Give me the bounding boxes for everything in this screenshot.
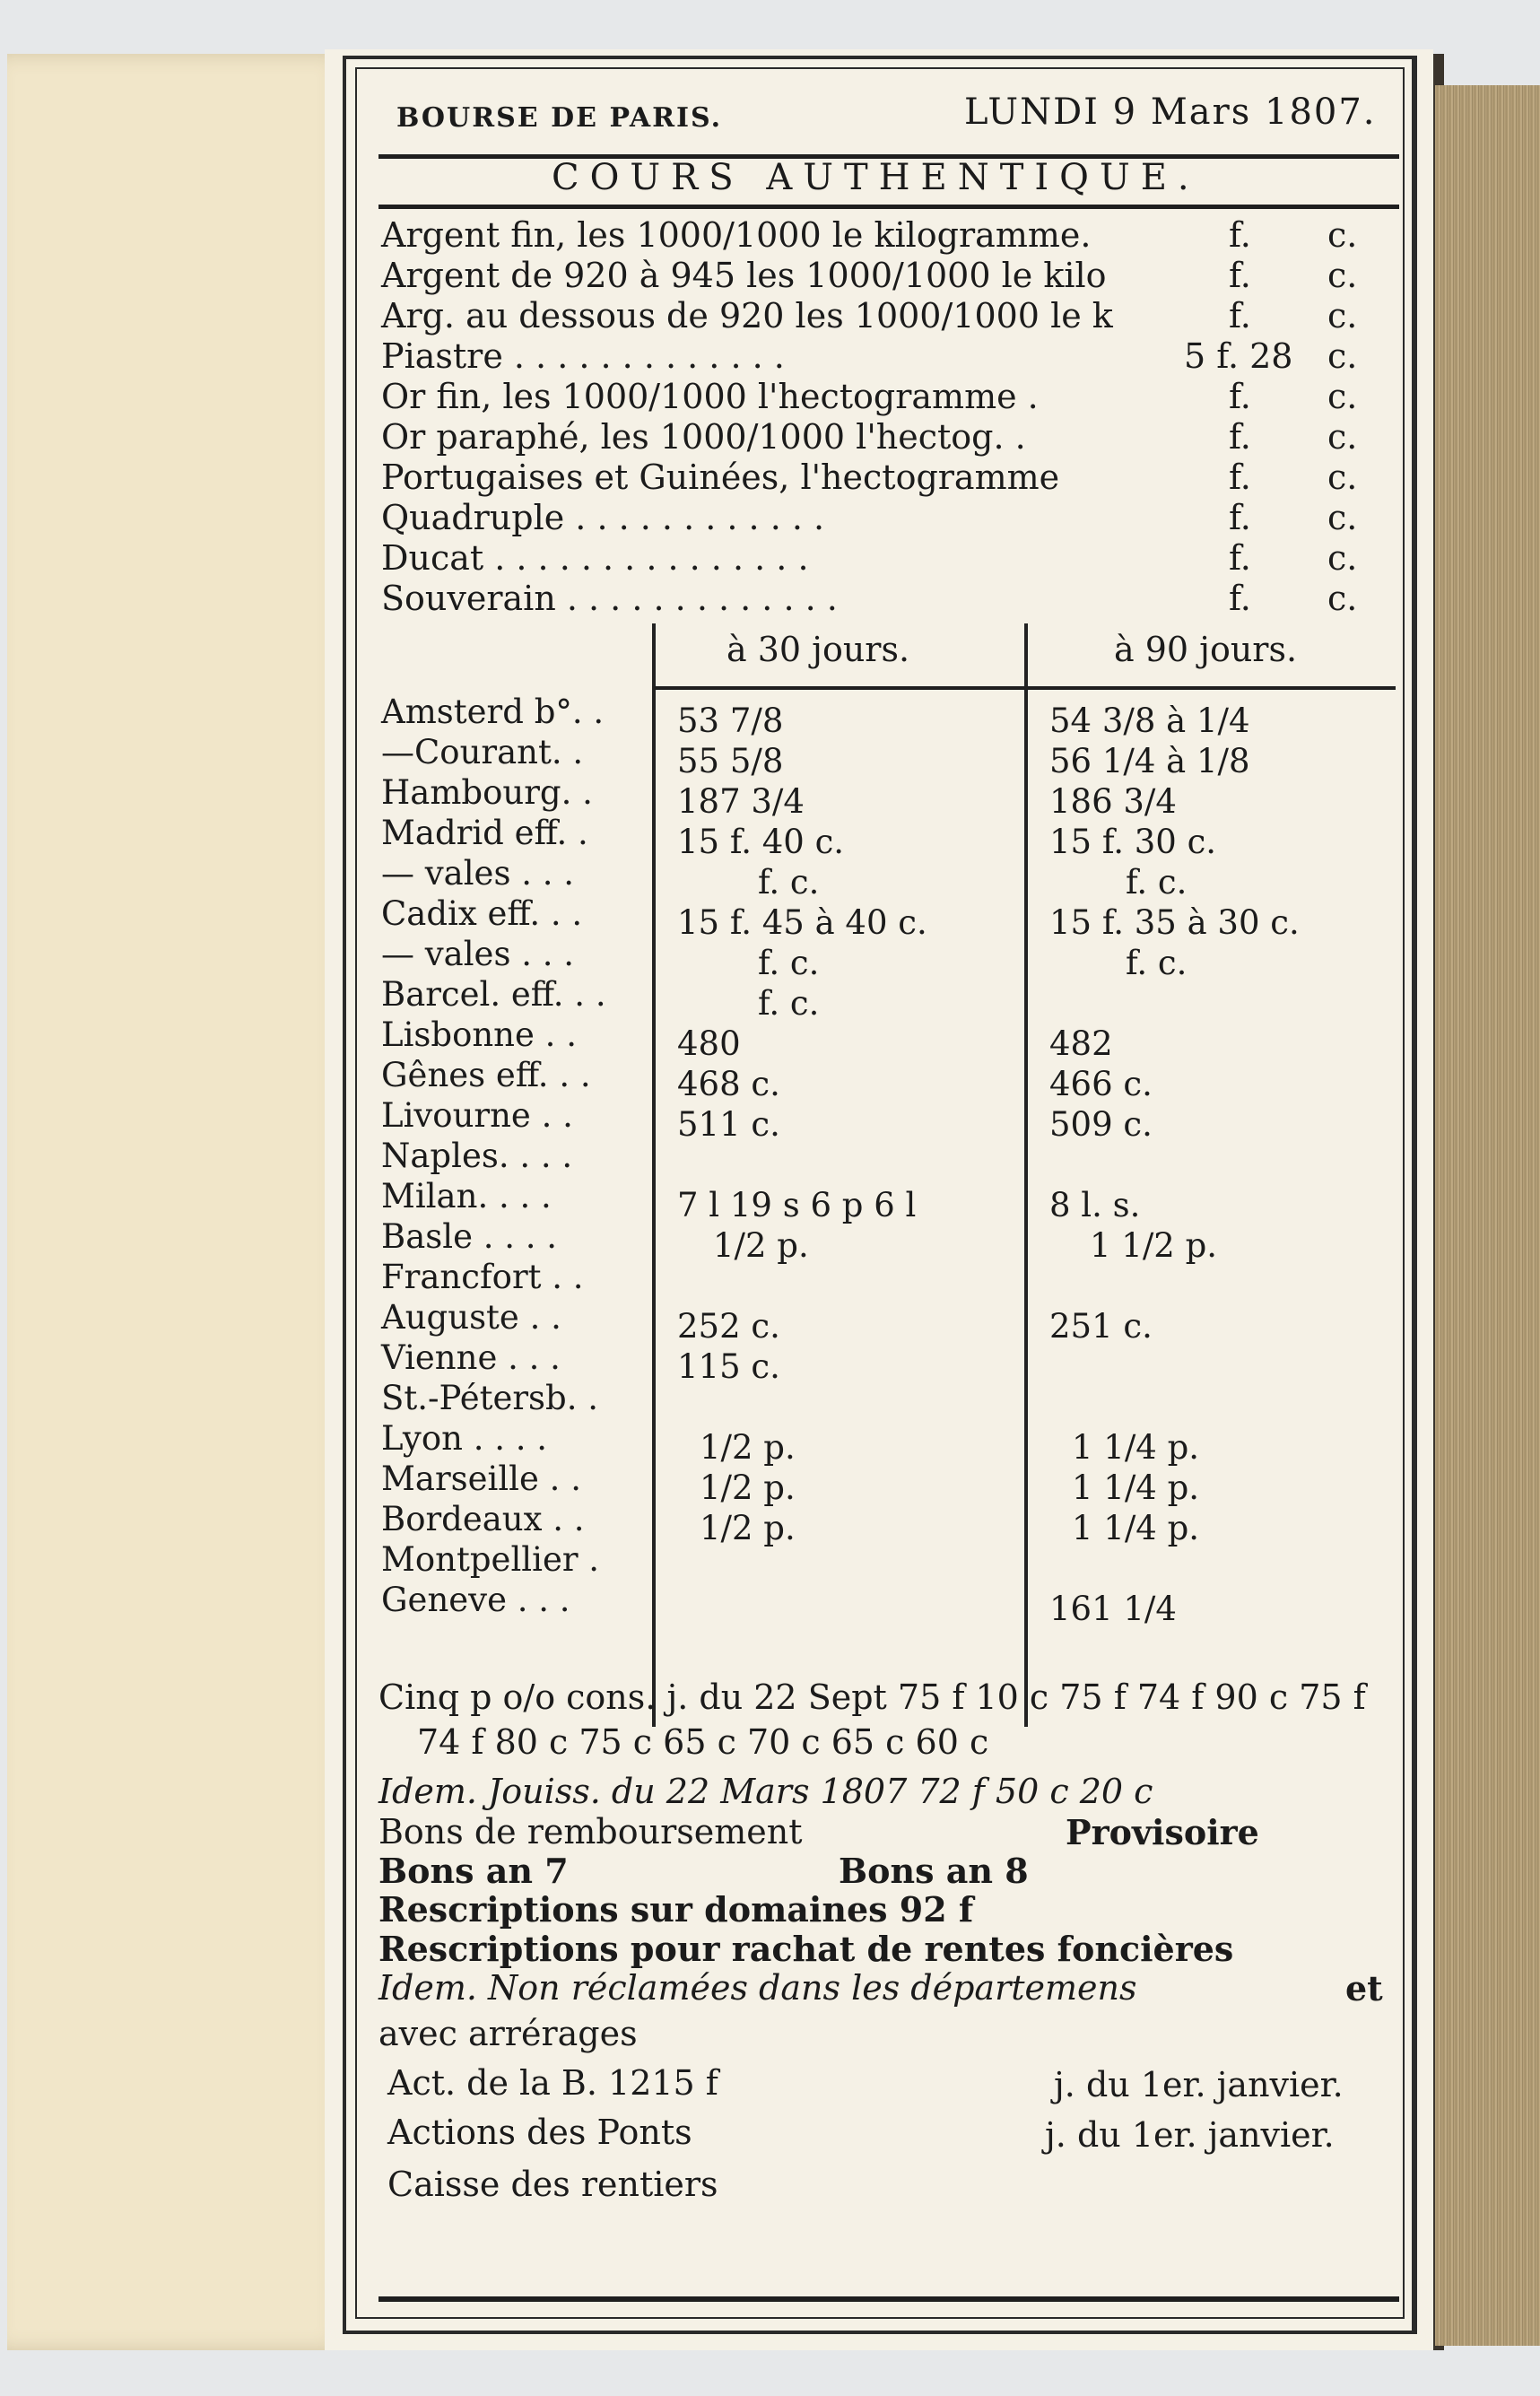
metal-label: Or fin, les 1000/1000 l'hectogramme . bbox=[381, 377, 1039, 416]
rate-90-days: 161 1/4 bbox=[1049, 1590, 1177, 1628]
rate-90-days: 509 c. bbox=[1049, 1105, 1153, 1144]
rate-90-days: 1 1/4 p. bbox=[1072, 1428, 1200, 1467]
funds-line: avec arrérages bbox=[378, 2014, 638, 2053]
metal-label: Argent fin, les 1000/1000 le kilogramme. bbox=[381, 215, 1092, 255]
funds-line: Provisoire bbox=[1066, 1812, 1259, 1852]
exchange-place: Livourne . . bbox=[381, 1096, 573, 1135]
column-divider-right bbox=[1024, 623, 1028, 1727]
rate-90-days: 1 1/2 p. bbox=[1090, 1226, 1218, 1265]
funds-line: Cinq p o/o cons. j. du 22 Sept 75 f 10 c 75 f 74 f 90 c 75 f bbox=[378, 1677, 1366, 1717]
metal-franc: f. bbox=[1229, 296, 1251, 335]
exchange-place: Madrid eff. . bbox=[381, 814, 588, 852]
metal-cent: c. bbox=[1327, 215, 1358, 255]
metal-franc: f. bbox=[1229, 538, 1251, 578]
metal-franc: f. bbox=[1229, 457, 1251, 497]
page-content bbox=[359, 72, 1401, 2314]
exchange-place: Geneve . . . bbox=[381, 1581, 570, 1619]
exchange-place: Naples. . . . bbox=[381, 1137, 573, 1175]
exchange-place: Francfort . . bbox=[381, 1258, 584, 1296]
rate-30-days: 1/2 p. bbox=[700, 1509, 796, 1547]
col90-header: à 90 jours. bbox=[1114, 630, 1298, 669]
rate-30-days: f. c. bbox=[758, 944, 820, 982]
rate-90-days: 1 1/4 p. bbox=[1072, 1468, 1200, 1507]
metal-cent: c. bbox=[1327, 296, 1358, 335]
funds-line: 74 f 80 c 75 c 65 c 70 c 65 c 60 c bbox=[417, 1722, 989, 1762]
rate-90-days: 56 1/4 à 1/8 bbox=[1049, 742, 1250, 780]
metal-cent: c. bbox=[1327, 417, 1358, 457]
exchange-place: Amsterd b°. . bbox=[381, 693, 605, 731]
funds-line: Bons de remboursement bbox=[378, 1812, 803, 1851]
rate-90-days: 251 c. bbox=[1049, 1307, 1153, 1346]
exchange-place: Vienne . . . bbox=[381, 1338, 561, 1377]
exchange-place: Bordeaux . . bbox=[381, 1500, 585, 1538]
metal-cent: c. bbox=[1327, 336, 1358, 376]
funds-line: Bons an 8 bbox=[839, 1851, 1029, 1891]
metal-franc: f. bbox=[1229, 256, 1251, 295]
rate-30-days: 252 c. bbox=[677, 1307, 780, 1346]
rate-30-days: 115 c. bbox=[677, 1347, 780, 1386]
funds-line: Idem. Jouiss. du 22 Mars 1807 72 f 50 c 20 c bbox=[378, 1772, 1153, 1811]
exchange-place: Lisbonne . . bbox=[381, 1015, 577, 1054]
exchange-place: — vales . . . bbox=[381, 854, 575, 893]
rate-90-days: 15 f. 30 c. bbox=[1049, 823, 1217, 861]
metal-label: Arg. au dessous de 920 les 1000/1000 le k bbox=[381, 296, 1113, 335]
rate-90-days: f. c. bbox=[1126, 863, 1188, 902]
metal-cent: c. bbox=[1327, 377, 1358, 416]
exchange-place: Auguste . . bbox=[381, 1298, 561, 1337]
exchange-place: — vales . . . bbox=[381, 935, 575, 973]
date-heading: LUNDI 9 Mars 1807. bbox=[964, 91, 1377, 133]
exchange-place: Barcel. eff. . . bbox=[381, 975, 606, 1014]
funds-line: j. du 1er. janvier. bbox=[1054, 2065, 1344, 2104]
rate-30-days: f. c. bbox=[758, 984, 820, 1023]
blank-left-page bbox=[7, 54, 350, 2350]
rate-30-days: 55 5/8 bbox=[677, 742, 784, 780]
funds-line: Actions des Ponts bbox=[387, 2113, 692, 2152]
metal-franc: 5 f. 28 bbox=[1184, 336, 1293, 376]
metal-franc: f. bbox=[1229, 579, 1251, 618]
footer-rule bbox=[378, 2296, 1399, 2302]
exchange-place: Lyon . . . . bbox=[381, 1419, 548, 1458]
rate-90-days: 54 3/8 à 1/4 bbox=[1049, 701, 1250, 740]
col90-rule bbox=[1028, 686, 1396, 690]
metal-franc: f. bbox=[1229, 498, 1251, 537]
rate-90-days: 8 l. s. bbox=[1049, 1186, 1141, 1224]
rate-30-days: 187 3/4 bbox=[677, 782, 805, 821]
rate-90-days: 466 c. bbox=[1049, 1065, 1153, 1103]
metal-label: Piastre . . . . . . . . . . . . . bbox=[381, 336, 785, 376]
column-divider-left bbox=[652, 623, 656, 1727]
funds-line: j. du 1er. janvier. bbox=[1045, 2115, 1335, 2155]
metal-cent: c. bbox=[1327, 457, 1358, 497]
bourse-title: BOURSE DE PARIS. bbox=[396, 102, 723, 134]
funds-line: Bons an 7 bbox=[378, 1851, 569, 1891]
metal-franc: f. bbox=[1229, 417, 1251, 457]
metal-label: Ducat . . . . . . . . . . . . . . . bbox=[381, 538, 809, 578]
rate-30-days: 480 bbox=[677, 1024, 741, 1063]
exchange-place: Milan. . . . bbox=[381, 1177, 552, 1215]
funds-line: Idem. Non réclamées dans les départemens bbox=[378, 1968, 1137, 2008]
section-title: COURS AUTHENTIQUE. bbox=[552, 157, 1200, 198]
exchange-place: Marseille . . bbox=[381, 1459, 581, 1498]
rate-90-days: 15 f. 35 à 30 c. bbox=[1049, 903, 1300, 942]
rate-30-days: 468 c. bbox=[677, 1065, 780, 1103]
book-page-edges bbox=[1435, 85, 1540, 2346]
rate-30-days: 53 7/8 bbox=[677, 701, 784, 740]
funds-line: Rescriptions sur domaines 92 f bbox=[378, 1889, 974, 1930]
metal-label: Souverain . . . . . . . . . . . . . bbox=[381, 579, 838, 618]
rate-90-days: 1 1/4 p. bbox=[1072, 1509, 1200, 1547]
section-rule bbox=[378, 205, 1399, 209]
funds-line: et bbox=[1345, 1968, 1383, 2008]
exchange-place: Hambourg. . bbox=[381, 773, 593, 812]
funds-line: Rescriptions pour rachat de rentes foncières bbox=[378, 1929, 1234, 1969]
col30-rule bbox=[655, 686, 1024, 690]
funds-line: Act. de la B. 1215 f bbox=[387, 2063, 718, 2103]
exchange-place: Gênes eff. . . bbox=[381, 1056, 591, 1094]
rate-30-days: 1/2 p. bbox=[700, 1428, 796, 1467]
metal-cent: c. bbox=[1327, 256, 1358, 295]
metal-franc: f. bbox=[1229, 215, 1251, 255]
rate-90-days: f. c. bbox=[1126, 944, 1188, 982]
exchange-place: Basle . . . . bbox=[381, 1217, 558, 1256]
metal-label: Quadruple . . . . . . . . . . . . bbox=[381, 498, 825, 537]
exchange-place: —Courant. . bbox=[381, 733, 584, 771]
metal-cent: c. bbox=[1327, 538, 1358, 578]
rate-30-days: 15 f. 40 c. bbox=[677, 823, 845, 861]
metal-label: Or paraphé, les 1000/1000 l'hectog. . bbox=[381, 417, 1026, 457]
metal-franc: f. bbox=[1229, 377, 1251, 416]
exchange-place: Cadix eff. . . bbox=[381, 894, 583, 933]
col30-header: à 30 jours. bbox=[726, 630, 910, 669]
rate-30-days: 15 f. 45 à 40 c. bbox=[677, 903, 927, 942]
exchange-place: Montpellier . bbox=[381, 1540, 600, 1579]
metal-cent: c. bbox=[1327, 579, 1358, 618]
rate-90-days: 482 bbox=[1049, 1024, 1113, 1063]
metal-label: Portugaises et Guinées, l'hectogramme bbox=[381, 457, 1060, 497]
exchange-place: St.-Pétersb. . bbox=[381, 1379, 599, 1417]
rate-30-days: 7 l 19 s 6 p 6 l bbox=[677, 1186, 917, 1224]
metal-label: Argent de 920 à 945 les 1000/1000 le kilo bbox=[381, 256, 1107, 295]
rate-30-days: 1/2 p. bbox=[700, 1468, 796, 1507]
rate-30-days: 1/2 p. bbox=[713, 1226, 809, 1265]
rate-30-days: f. c. bbox=[758, 863, 820, 902]
metal-cent: c. bbox=[1327, 498, 1358, 537]
rate-30-days: 511 c. bbox=[677, 1105, 780, 1144]
funds-line: Caisse des rentiers bbox=[387, 2165, 718, 2204]
rate-90-days: 186 3/4 bbox=[1049, 782, 1177, 821]
